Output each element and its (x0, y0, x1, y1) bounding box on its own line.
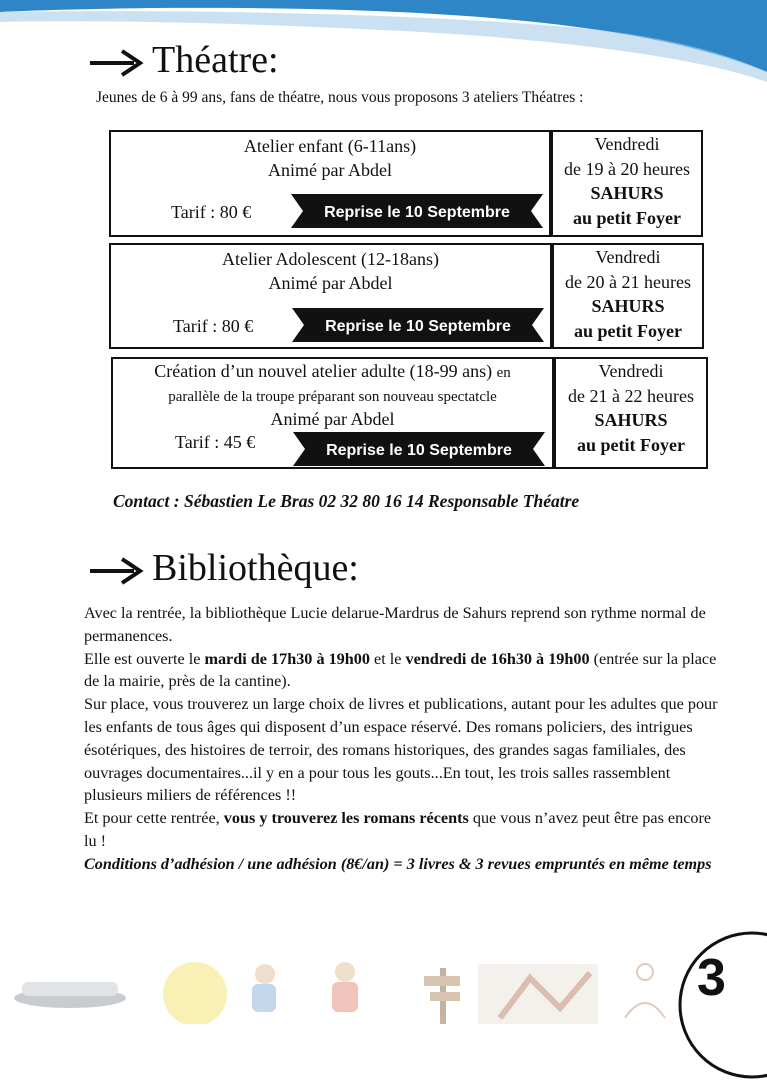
bibliotheque-new-books: Et pour cette rentrée, vous y trouverez les romans récents que vous n’avez peut être pas encore lu ! (84, 809, 712, 850)
schedule-day: Vendredi (595, 247, 661, 267)
children-illustration (252, 962, 358, 1012)
page-number-badge (677, 930, 767, 1080)
banner-text: Reprise le 10 Septembre (326, 442, 512, 459)
page-number: 3 (697, 949, 726, 1007)
schedule-venue: au petit Foyer (573, 207, 681, 228)
schedule-hours: de 19 à 20 heures (564, 158, 690, 179)
step-board-illustration (14, 982, 126, 1008)
bibliotheque-text (84, 602, 724, 876)
schedule-place: SAHURS (590, 183, 664, 203)
theatre-contact: Contact : Sébastien Le Bras 02 32 80 16 14 Responsable Théatre (113, 491, 580, 511)
bibliotheque-paragraph: Sur place, vous trouverez un large choix de livres et publications, autant pour les adultes que pour les enfants de tous âges qui disposent d’un espace réservé. Des romans policiers, des intrigues ésotériques, des histoires de terroir, des romans historiques, des grandes sagas familiales, des ouvrages documentaires...il y en a pour tous les gouts...En tout, les trois salles rassemblent plusieurs miliers de références !! (84, 695, 718, 805)
schedule-hours: de 20 à 21 heures (565, 271, 691, 292)
bibliotheque-hours-paragraph: Elle est ouverte le mardi de 17h30 à 19h00 et le vendredi de 16h30 à 19h00 (entrée sur la place de la mairie, près de la cantine). (84, 649, 717, 691)
atelier-tarif: Tarif : 80 € (171, 202, 252, 222)
atelier-adulte-schedule (554, 357, 708, 469)
atelier-name-suffix: en (496, 365, 511, 381)
schedule-place: SAHURS (591, 296, 665, 316)
banner-text: Reprise le 10 Septembre (325, 318, 511, 335)
atelier-enfant-schedule (551, 130, 703, 237)
schedule-day: Vendredi (594, 134, 660, 154)
footer-illustrations (0, 958, 700, 1024)
banner-text: Reprise le 10 Septembre (324, 204, 510, 221)
atelier-animateur: Animé par Abdel (270, 409, 395, 429)
new-books-highlight: vous y trouverez les romans récents (223, 809, 469, 828)
reprise-banner (292, 308, 544, 342)
reprise-banner (291, 194, 543, 228)
arrow-right-icon (88, 48, 146, 78)
schedule-venue: au petit Foyer (574, 320, 682, 341)
schedule-hours: de 21 à 22 heures (568, 385, 694, 406)
bibliotheque-title: Bibliothèque: (152, 547, 359, 589)
atelier-name: Atelier Adolescent (12-18ans) (222, 249, 439, 269)
schedule-day: Vendredi (598, 361, 664, 381)
arrow-right-icon (88, 556, 146, 586)
bibliotheque-paragraph: Avec la rentrée, la bibliothèque Lucie delarue-Mardrus de Sahurs reprend son rythme normal de permanences. (84, 604, 706, 645)
theatre-title: Théatre: (152, 39, 279, 81)
yoga-illustration (625, 964, 665, 1018)
ball-illustration (163, 962, 227, 1024)
atelier-name: Création d’un nouvel atelier adulte (18-99 ans) (154, 361, 493, 381)
hours-friday: vendredi de 16h30 à 19h00 (405, 649, 590, 668)
atelier-name-line (113, 359, 552, 385)
bibliotheque-heading (88, 546, 359, 590)
bibliotheque-conditions: Conditions d’adhésion / une adhésion (8€/an) = 3 livres & 3 revues empruntés en même temps (84, 854, 712, 873)
atelier-description: parallèle de la troupe préparant son nouveau spectatcle (168, 389, 497, 405)
atelier-tarif: Tarif : 45 € (175, 432, 256, 452)
schedule-venue: au petit Foyer (577, 434, 685, 455)
hours-tuesday: mardi de 17h30 à 19h00 (204, 649, 370, 668)
atelier-name: Atelier enfant (6-11ans) (243, 136, 417, 156)
schedule-place: SAHURS (594, 410, 668, 430)
signpost-illustration (424, 968, 460, 1024)
atelier-tarif: Tarif : 80 € (173, 316, 254, 336)
atelier-adulte-box (111, 357, 554, 469)
atelier-adolescent-schedule (552, 243, 704, 349)
atelier-adolescent-box (109, 243, 552, 349)
atelier-enfant-box (109, 130, 551, 237)
martial-arts-illustration (478, 964, 598, 1024)
atelier-animateur: Animé par Abdel (268, 273, 393, 293)
theatre-heading (88, 38, 279, 82)
atelier-animateur: Animé par Abdel (268, 160, 392, 180)
theatre-intro: Jeunes de 6 à 99 ans, fans de théatre, nous vous proposons 3 ateliers Théatres : (96, 89, 584, 106)
reprise-banner (293, 432, 545, 466)
